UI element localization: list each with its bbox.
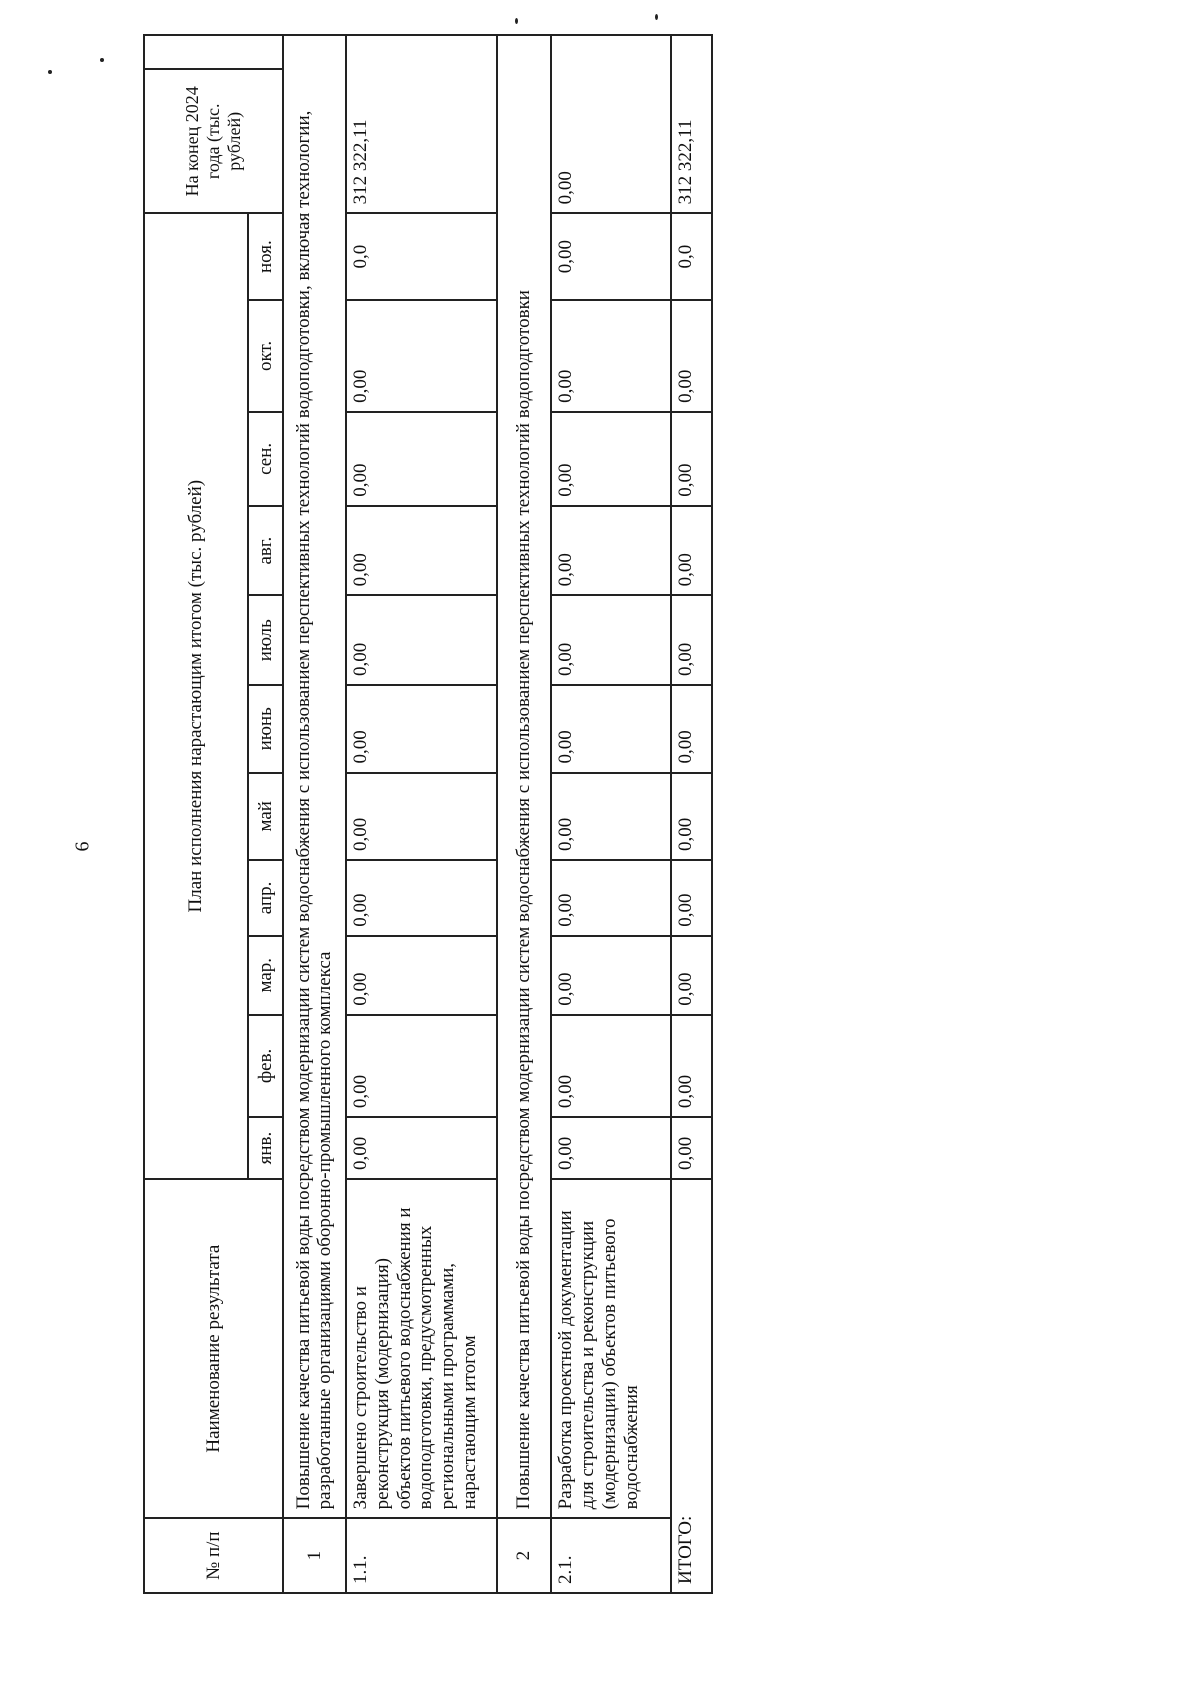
value-cell: 0,00 xyxy=(551,1117,670,1179)
total-cell: 0,00 xyxy=(671,1117,712,1179)
value-cell: 0,00 xyxy=(551,773,670,860)
total-label: ИТОГО: xyxy=(671,1179,712,1593)
rotated-table-wrapper xyxy=(143,34,713,1594)
value-cell: 0,00 xyxy=(346,300,497,412)
value-cell: 0,00 xyxy=(551,300,670,412)
month-header: июль xyxy=(248,595,283,685)
header-end-2024: На конец 2024 года (тыс. рублей) xyxy=(144,69,283,213)
total-cell: 0,00 xyxy=(671,685,712,772)
value-cell: 0,00 xyxy=(346,1117,497,1179)
value-cell: 0,00 xyxy=(551,595,670,685)
month-header: янв. xyxy=(248,1117,283,1179)
month-header: апр. xyxy=(248,860,283,936)
value-cell: 0,00 xyxy=(346,412,497,506)
value-cell: 0,00 xyxy=(346,506,497,596)
total-cell: 0,00 xyxy=(671,506,712,596)
total-cell: 0,00 xyxy=(671,860,712,936)
scan-speck xyxy=(100,58,104,62)
month-header: авг. xyxy=(248,506,283,596)
value-cell: 0,00 xyxy=(346,773,497,860)
value-cell: 0,00 xyxy=(551,685,670,772)
value-cell: 0,00 xyxy=(551,1015,670,1117)
total-cell: 0,00 xyxy=(671,595,712,685)
month-header: окт. xyxy=(248,300,283,412)
budget-plan-table xyxy=(143,34,713,1594)
value-cell: 0,00 xyxy=(551,412,670,506)
scan-speck xyxy=(515,18,518,24)
value-cell: 0,00 xyxy=(346,936,497,1015)
value-cell: 0,00 xyxy=(346,685,497,772)
page-number: 6 xyxy=(71,841,94,852)
month-header: май xyxy=(248,773,283,860)
month-header: сен. xyxy=(248,412,283,506)
row-1-name: Завершено строительство и реконструкция (модернизация) объектов питьевого водоснабжения и водоподготовки, предусмотренных региональными программами, нарастающим итогом xyxy=(346,1179,497,1518)
header-num: № п/п xyxy=(144,1518,283,1593)
row-2-num: 2.1. xyxy=(551,1518,670,1593)
month-header: июнь xyxy=(248,685,283,772)
total-end: 312 322,11 xyxy=(671,35,712,213)
month-header: ноя. xyxy=(248,213,283,300)
row-1-end-total: 312 322,11 xyxy=(346,35,497,213)
month-header: мар. xyxy=(248,936,283,1015)
header-name: Наименование результата xyxy=(144,1179,283,1518)
row-2-name: Разработка проектной документации для строительства и реконструкции (модернизации) объектов питьевого водоснабжения xyxy=(551,1179,670,1518)
value-cell: 0,00 xyxy=(346,1015,497,1117)
section-1-num: 1 xyxy=(283,1518,346,1593)
value-cell: 0,00 xyxy=(346,860,497,936)
scan-speck xyxy=(48,70,52,74)
header-plan: План исполнения нарастающим итогом (тыс. рублей) xyxy=(144,213,248,1179)
row-2-end-total: 0,00 xyxy=(551,35,670,213)
total-cell: 0,00 xyxy=(671,300,712,412)
scan-speck xyxy=(655,14,658,20)
total-cell: 0,00 xyxy=(671,412,712,506)
header-empty xyxy=(144,35,283,69)
total-cell: 0,00 xyxy=(671,773,712,860)
total-cell: 0,00 xyxy=(671,936,712,1015)
section-2-title: Повышение качества питьевой воды посредством модернизации систем водоснабжения с использованием перспективных технологий водоподготовки xyxy=(497,35,551,1518)
section-2-num: 2 xyxy=(497,1518,551,1593)
value-cell: 0,00 xyxy=(551,936,670,1015)
row-1-num: 1.1. xyxy=(346,1518,497,1593)
month-header: фев. xyxy=(248,1015,283,1117)
value-cell: 0,00 xyxy=(551,213,670,300)
value-cell: 0,00 xyxy=(346,595,497,685)
total-cell: 0,00 xyxy=(671,1015,712,1117)
total-cell: 0,0 xyxy=(671,213,712,300)
section-1-title: Повышение качества питьевой воды посредством модернизации систем водоснабжения с использованием перспективных технологий водоподготовки, включая технологии, разработанные организациями оборонно-промышленного комплекса xyxy=(283,35,346,1518)
value-cell: 0,0 xyxy=(346,213,497,300)
value-cell: 0,00 xyxy=(551,506,670,596)
value-cell: 0,00 xyxy=(551,860,670,936)
